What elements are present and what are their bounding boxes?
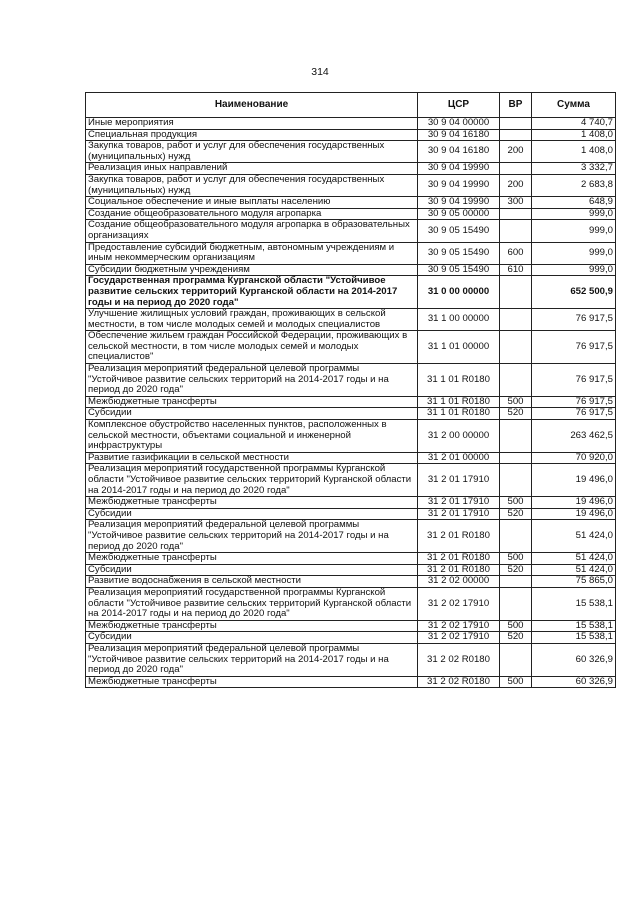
column-header-vr: ВР [500,93,532,118]
cell-csr: 31 2 02 17910 [418,632,500,644]
cell-name: Обеспечение жильем граждан Российской Федерации, проживающих в сельской местности, в том числе молодых семей и молодых специалистов" [86,331,418,364]
cell-vr [500,364,532,397]
cell-sum: 19 496,0 [532,497,616,509]
cell-name: Субсидии бюджетным учреждениям [86,264,418,276]
cell-sum: 3 332,7 [532,163,616,175]
cell-name: Реализация мероприятий федеральной целевой программы "Устойчивое развитие сельских территорий на 2014-2017 годы и на период до 2020 года" [86,643,418,676]
cell-sum: 15 538,1 [532,620,616,632]
cell-csr: 30 9 04 19990 [418,163,500,175]
cell-sum: 652 500,9 [532,276,616,309]
cell-vr [500,163,532,175]
cell-vr: 520 [500,564,532,576]
cell-csr: 31 2 02 R0180 [418,643,500,676]
table-row [86,364,616,397]
cell-sum: 76 917,5 [532,396,616,408]
cell-csr: 31 2 01 R0180 [418,564,500,576]
cell-csr: 31 0 00 00000 [418,276,500,309]
cell-vr: 520 [500,408,532,420]
cell-vr [500,587,532,620]
cell-name: Социальное обеспечение и иные выплаты населению [86,197,418,209]
cell-csr: 31 1 01 R0180 [418,408,500,420]
cell-name: Субсидии [86,508,418,520]
cell-sum: 19 496,0 [532,464,616,497]
cell-csr: 31 1 01 R0180 [418,396,500,408]
cell-vr: 500 [500,553,532,565]
table-row [86,632,616,644]
cell-sum: 60 326,9 [532,643,616,676]
cell-csr: 30 9 05 15490 [418,264,500,276]
cell-vr: 520 [500,632,532,644]
budget-table [85,92,616,688]
table-row [86,331,616,364]
cell-csr: 30 9 05 15490 [418,242,500,264]
cell-name: Межбюджетные трансферты [86,497,418,509]
cell-vr: 500 [500,396,532,408]
cell-name: Улучшение жилищных условий граждан, проживающих в сельской местности, в том числе молодых семей и молодых специалистов [86,309,418,331]
cell-sum: 1 408,0 [532,141,616,163]
cell-name: Реализация мероприятий государственной программы Курганской области "Устойчивое развитие сельских территорий Курганской области на 2014-2017 годы и на период до 2020 года" [86,587,418,620]
cell-sum: 1 408,0 [532,129,616,141]
cell-vr [500,452,532,464]
table-row [86,564,616,576]
cell-csr: 31 2 01 17910 [418,464,500,497]
cell-csr: 31 2 01 R0180 [418,520,500,553]
cell-sum: 76 917,5 [532,309,616,331]
cell-name: Реализация иных направлений [86,163,418,175]
column-header-csr: ЦСР [418,93,500,118]
cell-csr: 30 9 04 19990 [418,197,500,209]
cell-sum: 75 865,0 [532,576,616,588]
cell-vr: 610 [500,264,532,276]
cell-sum: 999,0 [532,208,616,220]
cell-sum: 999,0 [532,220,616,242]
cell-name: Реализация мероприятий федеральной целевой программы "Устойчивое развитие сельских территорий на 2014-2017 годы и на период до 2020 года" [86,364,418,397]
cell-vr: 600 [500,242,532,264]
table-row [86,520,616,553]
cell-vr [500,220,532,242]
table-row [86,264,616,276]
table-row [86,242,616,264]
cell-vr [500,208,532,220]
cell-name: Иные мероприятия [86,118,418,130]
cell-sum: 51 424,0 [532,520,616,553]
cell-name: Реализация мероприятий государственной программы Курганской области "Устойчивое развитие сельских территорий Курганской области на 2014-2017 годы и на период до 2020 года" [86,464,418,497]
cell-sum: 15 538,1 [532,587,616,620]
cell-name: Субсидии [86,564,418,576]
table-row [86,508,616,520]
cell-name: Межбюджетные трансферты [86,620,418,632]
table-row [86,620,616,632]
cell-csr: 31 1 01 00000 [418,331,500,364]
cell-vr: 500 [500,497,532,509]
cell-name: Специальная продукция [86,129,418,141]
cell-csr: 31 2 02 17910 [418,587,500,620]
cell-csr: 31 1 00 00000 [418,309,500,331]
cell-csr: 31 2 01 17910 [418,497,500,509]
cell-name: Предоставление субсидий бюджетным, автономным учреждениям и иным некоммерческим организациям [86,242,418,264]
cell-sum: 19 496,0 [532,508,616,520]
table-row [86,129,616,141]
cell-name: Закупка товаров, работ и услуг для обеспечения государственных (муниципальных) нужд [86,174,418,196]
cell-name: Развитие газификации в сельской местности [86,452,418,464]
cell-vr [500,464,532,497]
cell-name: Закупка товаров, работ и услуг для обеспечения государственных (муниципальных) нужд [86,141,418,163]
cell-name: Создание общеобразовательного модуля агропарка [86,208,418,220]
cell-csr: 30 9 04 19990 [418,174,500,196]
cell-sum: 76 917,5 [532,408,616,420]
column-header-name: Наименование [86,93,418,118]
table-row [86,396,616,408]
cell-vr [500,276,532,309]
table-row [86,553,616,565]
table-row [86,276,616,309]
table-row [86,408,616,420]
cell-sum: 51 424,0 [532,553,616,565]
table-row [86,197,616,209]
cell-sum: 76 917,5 [532,331,616,364]
table-row [86,141,616,163]
cell-name: Создание общеобразовательного модуля агропарка в образовательных организациях [86,220,418,242]
cell-csr: 31 2 01 00000 [418,452,500,464]
cell-vr [500,118,532,130]
cell-vr: 500 [500,620,532,632]
table-row [86,118,616,130]
table-row [86,220,616,242]
table-row [86,576,616,588]
cell-name: Межбюджетные трансферты [86,676,418,688]
table-header-row [86,93,616,118]
cell-vr [500,643,532,676]
cell-csr: 30 9 04 16180 [418,129,500,141]
table-row [86,420,616,453]
cell-vr [500,520,532,553]
cell-sum: 648,9 [532,197,616,209]
cell-sum: 263 462,5 [532,420,616,453]
cell-name: Межбюджетные трансферты [86,553,418,565]
cell-vr [500,309,532,331]
cell-csr: 30 9 04 16180 [418,141,500,163]
cell-vr: 200 [500,174,532,196]
cell-sum: 70 920,0 [532,452,616,464]
cell-sum: 2 683,8 [532,174,616,196]
cell-csr: 30 9 05 00000 [418,208,500,220]
cell-name: Развитие водоснабжения в сельской местности [86,576,418,588]
page-number: 314 [311,66,329,78]
cell-csr: 31 2 02 00000 [418,576,500,588]
table-row [86,464,616,497]
cell-name: Реализация мероприятий федеральной целевой программы "Устойчивое развитие сельских территорий на 2014-2017 годы и на период до 2020 года" [86,520,418,553]
table-row [86,497,616,509]
cell-name: Субсидии [86,408,418,420]
column-header-sum: Сумма [532,93,616,118]
cell-name: Государственная программа Курганской области "Устойчивое развитие сельских территорий Курганской области на 2014-2017 годы и на период до 2020 года" [86,276,418,309]
table-body [86,118,616,688]
cell-sum: 999,0 [532,242,616,264]
cell-csr: 31 2 02 17910 [418,620,500,632]
table-row [86,309,616,331]
table-row [86,587,616,620]
cell-name: Межбюджетные трансферты [86,396,418,408]
cell-sum: 60 326,9 [532,676,616,688]
cell-sum: 4 740,7 [532,118,616,130]
cell-vr [500,576,532,588]
cell-vr: 200 [500,141,532,163]
table-row [86,163,616,175]
cell-sum: 76 917,5 [532,364,616,397]
cell-sum: 15 538,1 [532,632,616,644]
cell-csr: 30 9 05 15490 [418,220,500,242]
cell-vr: 520 [500,508,532,520]
table-row [86,174,616,196]
table-row [86,208,616,220]
table-row [86,676,616,688]
cell-vr: 300 [500,197,532,209]
table-row [86,643,616,676]
table-row [86,452,616,464]
cell-csr: 31 2 02 R0180 [418,676,500,688]
cell-name: Субсидии [86,632,418,644]
cell-csr: 31 2 01 17910 [418,508,500,520]
cell-csr: 31 2 00 00000 [418,420,500,453]
cell-sum: 999,0 [532,264,616,276]
cell-vr [500,331,532,364]
cell-vr [500,129,532,141]
cell-csr: 31 2 01 R0180 [418,553,500,565]
cell-csr: 30 9 04 00000 [418,118,500,130]
cell-vr: 500 [500,676,532,688]
cell-csr: 31 1 01 R0180 [418,364,500,397]
cell-sum: 51 424,0 [532,564,616,576]
cell-vr [500,420,532,453]
cell-name: Комплексное обустройство населенных пунктов, расположенных в сельской местности, объектами социальной и инженерной инфраструктуры [86,420,418,453]
